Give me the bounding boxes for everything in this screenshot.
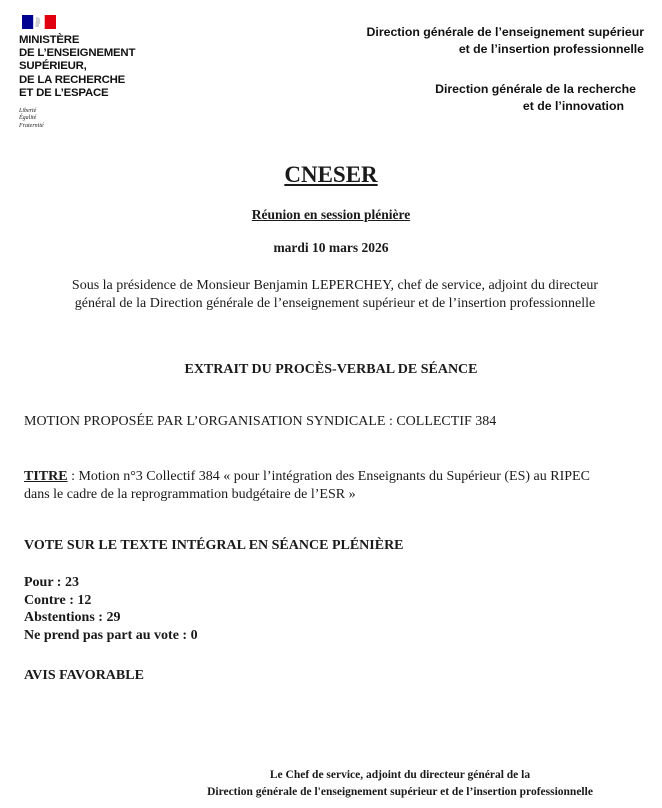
session-date: mardi 10 mars 2026 bbox=[273, 240, 389, 255]
motto-line: Liberté bbox=[19, 108, 37, 114]
vote-result-abstentions: Abstentions : 29 bbox=[24, 610, 121, 625]
presidence-paragraph bbox=[20, 277, 650, 312]
titre-text-continued: dans le cadre de la reprogrammation budgétaire de l’ESR » bbox=[24, 486, 356, 502]
signature-block bbox=[160, 767, 640, 801]
extrait-heading: EXTRAIT DU PROCÈS-VERBAL DE SÉANCE bbox=[184, 362, 478, 377]
flag-blue-band bbox=[22, 15, 33, 29]
vote-result-against: Contre : 12 bbox=[24, 592, 92, 608]
direction-line: Direction générale de la recherche bbox=[435, 82, 636, 96]
direction-line: et de l’innovation bbox=[522, 99, 624, 113]
signature-line: Le Chef de service, adjoint du directeur général de la bbox=[269, 769, 531, 781]
signature-line: Direction générale de l'enseignement supérieur et de l’insertion professionnelle bbox=[207, 786, 593, 798]
vote-results bbox=[24, 574, 198, 644]
direction-line: Direction générale de l’enseignement supérieur bbox=[366, 25, 644, 39]
titre-text: : Motion n°3 Collectif 384 « pour l’intégration des Enseignants du Supérieur (ES) au RIPEC bbox=[67, 469, 590, 484]
ministry-line: MINISTÈRE bbox=[19, 34, 80, 46]
direction-header-1 bbox=[367, 24, 644, 58]
motto-line: Égalité bbox=[19, 115, 37, 122]
document-title: CNESER bbox=[284, 162, 378, 187]
presidence-line: général de la Direction générale de l’enseignement supérieur et de l’insertion professionnelle bbox=[74, 295, 596, 311]
ministry-line: DE L’ENSEIGNEMENT bbox=[19, 47, 136, 60]
vote-result-for: Pour : 23 bbox=[24, 575, 79, 590]
session-subtitle: Réunion en session plénière bbox=[251, 207, 411, 222]
vote-heading: VOTE SUR LE TEXTE INTÉGRAL EN SÉANCE PLÉNIÈRE bbox=[24, 538, 404, 553]
flag-red-band bbox=[45, 15, 56, 29]
ministry-line: ET DE L’ESPACE bbox=[19, 86, 109, 99]
titre-label: TITRE bbox=[24, 469, 68, 484]
avis-result: AVIS FAVORABLE bbox=[24, 668, 144, 683]
motion-heading: MOTION PROPOSÉE PAR L’ORGANISATION SYNDICALE : COLLECTIF 384 bbox=[24, 414, 497, 429]
direction-header-2 bbox=[435, 81, 636, 115]
republic-motto bbox=[19, 108, 44, 130]
ministry-name bbox=[19, 34, 199, 100]
marianne-flag-logo bbox=[22, 15, 56, 29]
vote-result-not-voting: Ne prend pas part au vote : 0 bbox=[24, 627, 198, 643]
motto-line: Fraternité bbox=[19, 122, 44, 129]
direction-line: et de l’insertion professionnelle bbox=[458, 42, 644, 56]
motion-title-paragraph bbox=[24, 468, 654, 503]
presidence-line: Sous la présidence de Monsieur Benjamin LEPERCHEY, chef de service, adjoint du directeur bbox=[71, 278, 599, 293]
ministry-line: DE LA RECHERCHE bbox=[19, 73, 126, 86]
ministry-line: SUPÉRIEUR, bbox=[19, 60, 87, 73]
